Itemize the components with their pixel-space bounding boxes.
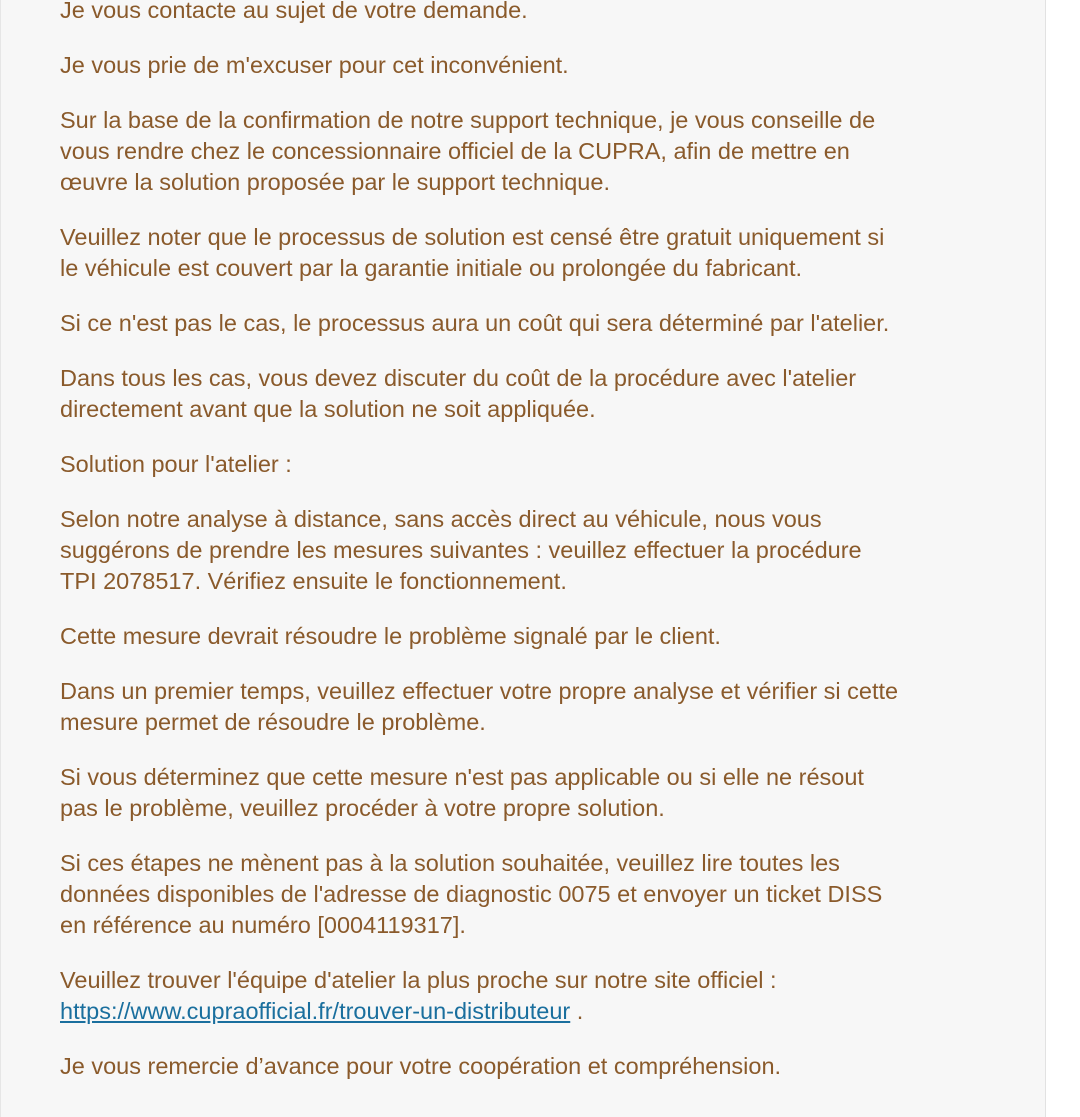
paragraph-line: suggérons de prendre les mesures suivantes : veuillez effectuer la procédure [60,537,862,563]
paragraph-line: Veuillez noter que le processus de solution est censé être gratuit uniquement si [60,224,885,250]
paragraph-line: œuvre la solution proposée par le support technique. [60,169,610,195]
paragraph-line: directement avant que la solution ne soit appliquée. [60,396,596,422]
paragraph-apology [60,50,1000,81]
paragraph-line: pas le problème, veuillez procéder à votre propre solution. [60,795,665,821]
paragraph-line: vous rendre chez le concessionnaire officiel de la CUPRA, afin de mettre en [60,138,850,164]
paragraph-discuss-cost [60,363,1000,425]
paragraph-technical-support [60,105,1000,198]
paragraph-line: Je vous contacte au sujet de votre demande. [60,0,528,23]
paragraph-cost [60,308,1000,339]
paragraph-line: Je vous remercie d’avance pour votre coopération et compréhension. [60,1053,782,1079]
paragraph-line: Dans tous les cas, vous devez discuter du coût de la procédure avec l'atelier [60,365,857,391]
paragraph-line: Solution pour l'atelier : [60,451,292,477]
dealer-locator-link[interactable]: https://www.cupraofficial.fr/trouver-un-distributeur [60,998,571,1024]
paragraph-line: Dans un premier temps, veuillez effectuer votre propre analyse et vérifier si cette [60,678,899,704]
paragraph-measure-resolves [60,621,1000,652]
paragraph-line: TPI 2078517. Vérifiez ensuite le fonctionnement. [60,568,567,594]
paragraph-thanks [60,1051,1000,1082]
paragraph-warranty [60,222,1000,284]
paragraph-contact [60,0,1000,26]
email-body [60,0,1000,1106]
link-trailing-text: . [570,998,584,1024]
paragraph-line: mesure permet de résoudre le problème. [60,709,486,735]
paragraph-line: Cette mesure devrait résoudre le problème signalé par le client. [60,623,721,649]
paragraph-remote-analysis [60,504,1000,597]
paragraph-line: Si ce n'est pas le cas, le processus aura un coût qui sera déterminé par l'atelier. [60,310,890,336]
paragraph-line: Je vous prie de m'excuser pour cet inconvénient. [60,52,569,78]
paragraph-line: données disponibles de l'adresse de diagnostic 0075 et envoyer un ticket DISS [60,881,883,907]
paragraph-line: Selon notre analyse à distance, sans accès direct au véhicule, nous vous [60,506,822,532]
paragraph-diss-ticket [60,848,1000,941]
paragraph-line: Sur la base de la confirmation de notre support technique, je vous conseille de [60,107,876,133]
paragraph-own-solution [60,762,1000,824]
paragraph-line: Si vous déterminez que cette mesure n'est pas applicable ou si elle ne résout [60,764,864,790]
paragraph-find-workshop [60,965,1000,1027]
paragraph-line: Si ces étapes ne mènent pas à la solution souhaitée, veuillez lire toutes les [60,850,840,876]
paragraph-workshop-heading [60,449,1000,480]
paragraph-line: en référence au numéro [0004119317]. [60,912,466,938]
paragraph-own-analysis [60,676,1000,738]
paragraph-line: le véhicule est couvert par la garantie initiale ou prolongée du fabricant. [60,255,803,281]
paragraph-line: Veuillez trouver l'équipe d'atelier la plus proche sur notre site officiel : [60,967,777,993]
